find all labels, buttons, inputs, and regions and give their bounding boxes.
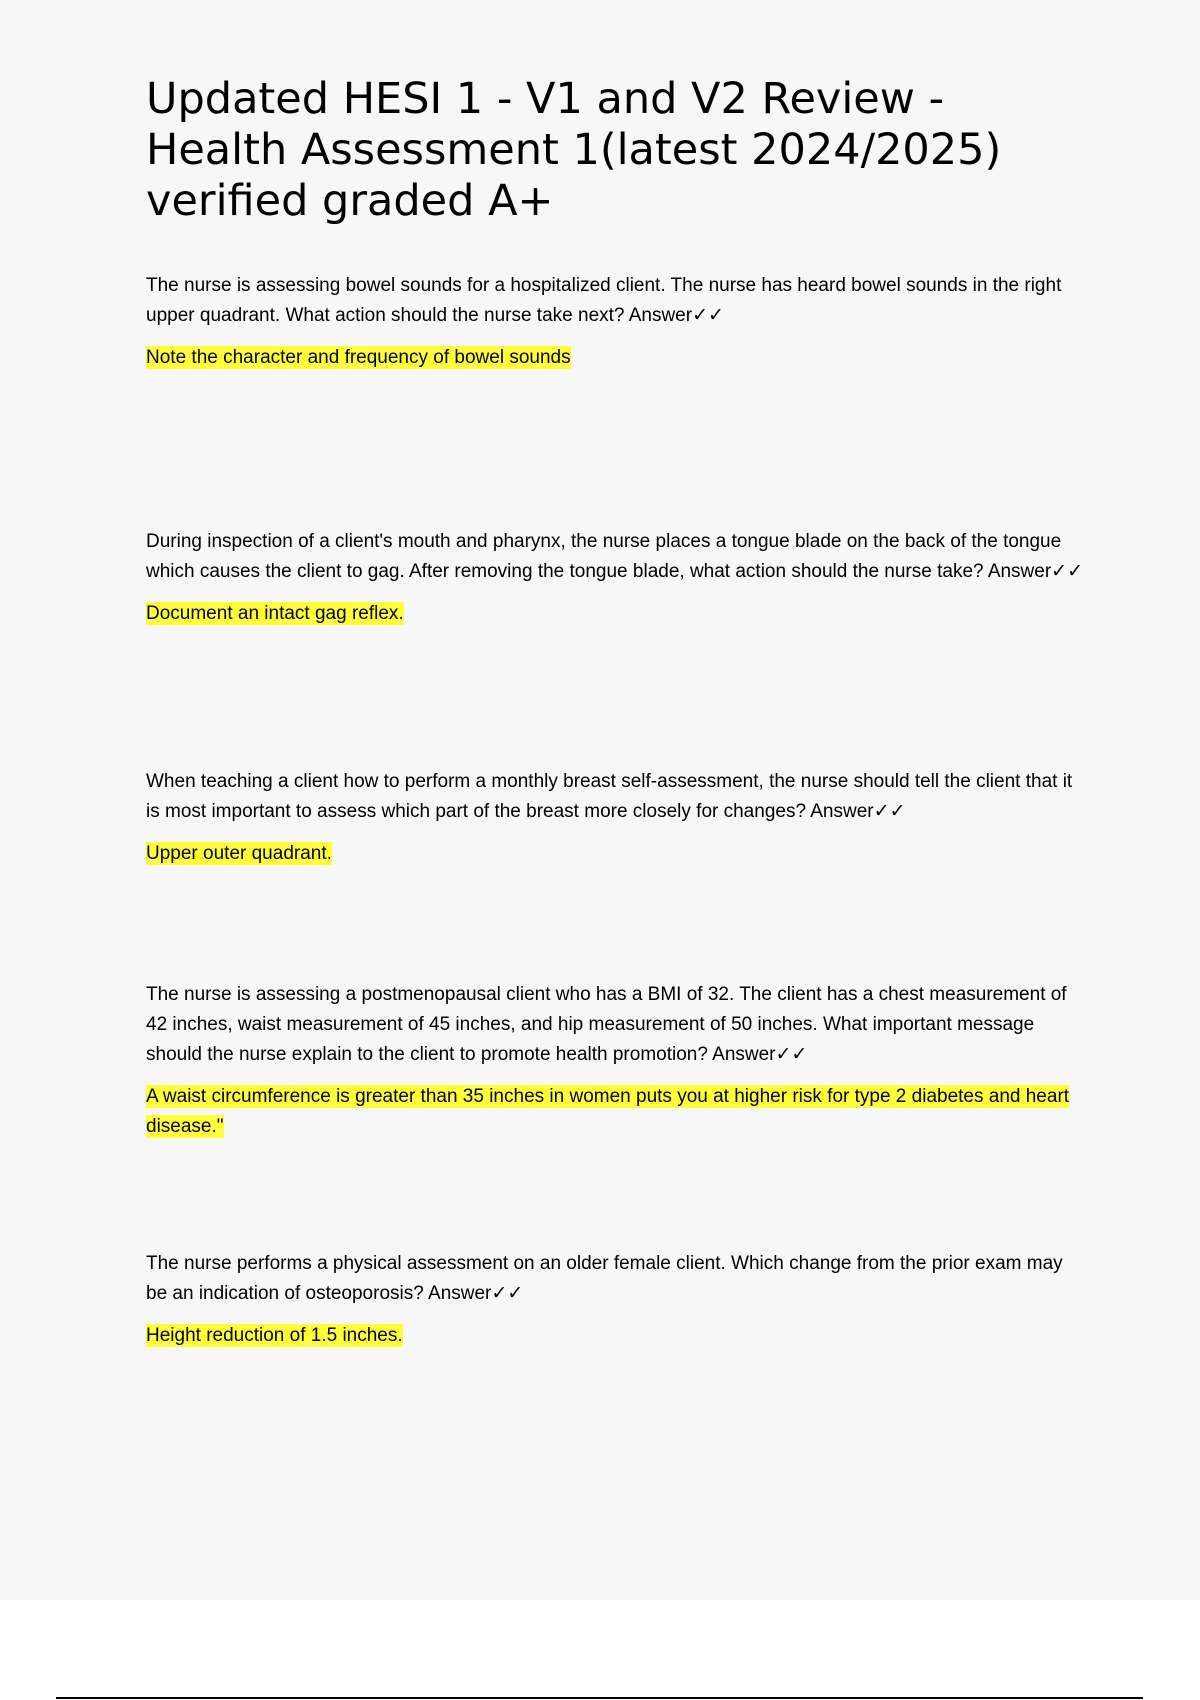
qa-item-1 xyxy=(146,271,1086,373)
answer-text xyxy=(146,599,1086,629)
question-text: The nurse is assessing bowel sounds for a hospitalized client. The nurse has heard bowel sounds in the right upper quadrant. What action should the nurse take next? Answer✓✓ xyxy=(146,275,1062,326)
answer-text xyxy=(146,1082,1086,1142)
answer-highlight: Note the character and frequency of bowel sounds xyxy=(146,347,571,368)
answer-text xyxy=(146,839,1086,869)
qa-item-2 xyxy=(146,527,1086,629)
qa-item-3 xyxy=(146,767,1086,869)
answer-text xyxy=(146,1321,1086,1351)
answer-highlight: Height reduction of 1.5 inches. xyxy=(146,1325,403,1346)
footer-divider xyxy=(56,1697,1143,1699)
answer-highlight: A waist circumference is greater than 35 inches in women puts you at higher risk for type 2 diabetes and heart disease." xyxy=(146,1086,1070,1137)
document-title: Updated HESI 1 - V1 and V2 Review - Health Assessment 1(latest 2024/2025) verified graded A+ xyxy=(146,74,1002,226)
question-text: When teaching a client how to perform a monthly breast self-assessment, the nurse should tell the client that it is most important to assess which part of the breast more closely for changes? Answer✓✓ xyxy=(146,771,1073,822)
qa-item-5 xyxy=(146,1249,1086,1351)
question-text: The nurse is assessing a postmenopausal client who has a BMI of 32. The client has a chest measurement of 42 inches, waist measurement of 45 inches, and hip measurement of 50 inches. What important message should the nurse explain to the client to promote health promotion? Answer✓✓ xyxy=(146,984,1067,1065)
qa-item-4 xyxy=(146,980,1086,1142)
question-text: The nurse performs a physical assessment on an older female client. Which change from the prior exam may be an indication of osteoporosis? Answer✓✓ xyxy=(146,1253,1063,1304)
answer-highlight: Upper outer quadrant. xyxy=(146,843,332,864)
answer-text xyxy=(146,343,1086,373)
question-text: During inspection of a client's mouth and pharynx, the nurse places a tongue blade on the back of the tongue which causes the client to gag. After removing the tongue blade, what action should the nurse take? Answer✓✓ xyxy=(146,531,1084,582)
answer-highlight: Document an intact gag reflex. xyxy=(146,603,404,624)
